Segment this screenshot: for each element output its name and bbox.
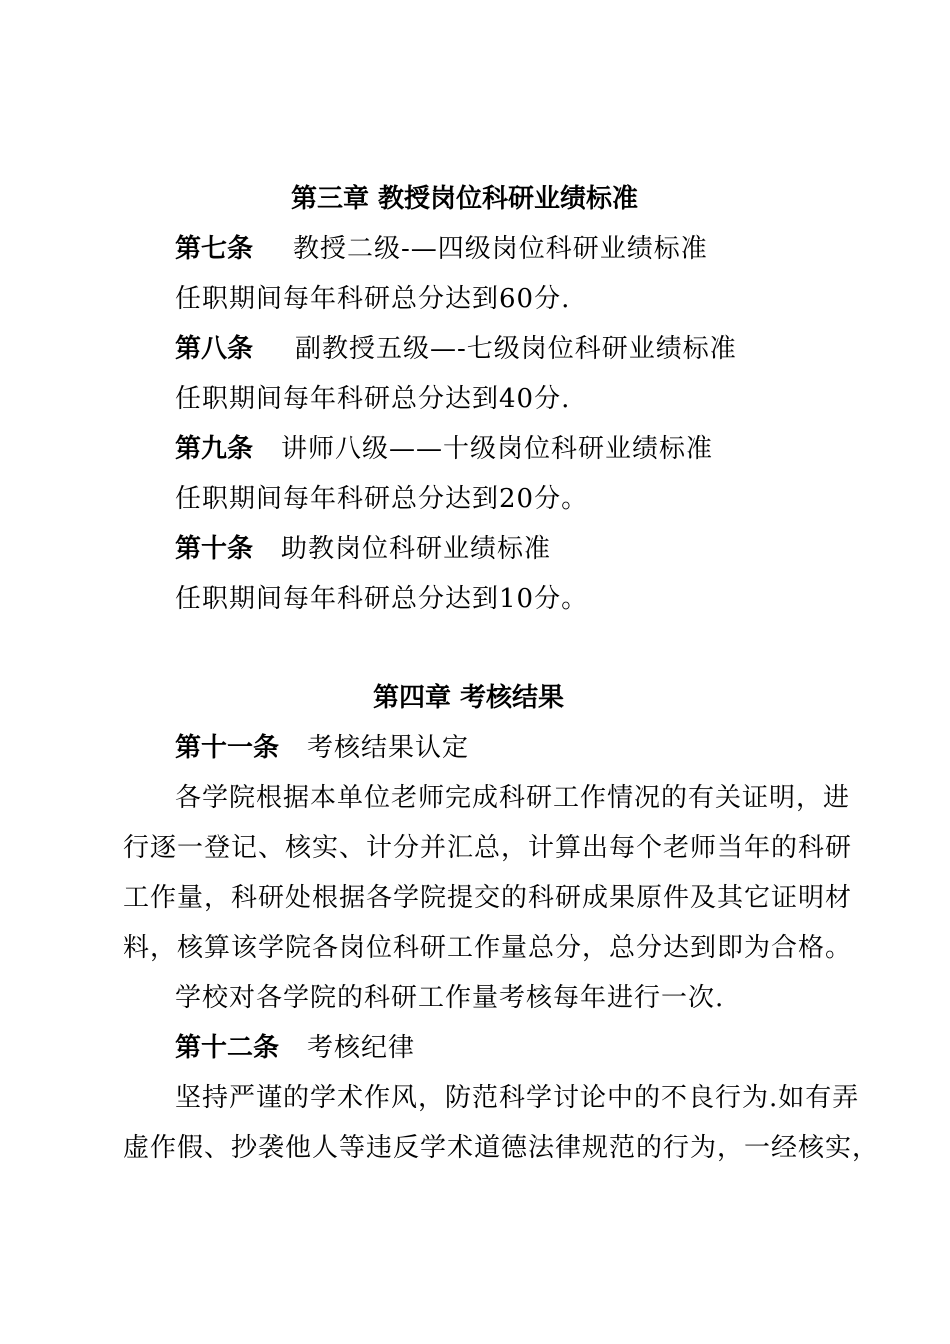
article-title: 考核结果认定 [307, 733, 470, 763]
article-7-heading [175, 232, 708, 266]
chapter-3-title: 第三章 教授岗位科研业绩标准 [291, 184, 639, 214]
article-title: 副教授五级—-七级岗位科研业绩标准 [295, 334, 737, 364]
chapter-4-title: 第四章 考核结果 [373, 683, 565, 713]
article-9-body: 任职期间每年科研总分达到20分。 [175, 484, 589, 514]
article-7-body: 任职期间每年科研总分达到60分. [175, 284, 571, 314]
article-8-body: 任职期间每年科研总分达到40分. [175, 384, 571, 414]
article-title: 助教岗位科研业绩标准 [281, 534, 552, 564]
article-number: 第十条 [175, 534, 254, 564]
paragraph-line: 学校对各学院的科研工作量考核每年进行一次. [175, 983, 725, 1013]
paragraph-line: 虚作假、抄袭他人等违反学术道德法律规范的行为，一经核实， [123, 1133, 880, 1163]
paragraph-line: 行逐一登记、核实、计分并汇总，计算出每个老师当年的科研 [123, 833, 853, 863]
article-number: 第十二条 [175, 1033, 280, 1063]
article-number: 第七条 [175, 234, 254, 264]
paragraph-line: 各学院根据本单位老师完成科研工作情况的有关证明，进 [175, 783, 851, 813]
article-8-heading [175, 332, 737, 366]
article-9-heading [175, 432, 713, 466]
paragraph-line: 工作量，科研处根据各学院提交的科研成果原件及其它证明材 [123, 883, 853, 913]
article-number: 第九条 [175, 434, 254, 464]
article-number: 第八条 [175, 334, 254, 364]
article-title: 教授二级-—四级岗位科研业绩标准 [293, 234, 708, 264]
article-title: 考核纪律 [307, 1033, 416, 1063]
article-11-heading [175, 731, 469, 765]
article-12-heading [175, 1031, 415, 1065]
paragraph-line: 坚持严谨的学术作风，防范科学讨论中的不良行为.如有弄 [175, 1083, 860, 1113]
article-title: 讲师八级——十级岗位科研业绩标准 [281, 434, 714, 464]
article-10-heading [175, 532, 551, 566]
article-10-body: 任职期间每年科研总分达到10分。 [175, 584, 589, 614]
paragraph-line: 料，核算该学院各岗位科研工作量总分，总分达到即为合格。 [123, 933, 853, 963]
article-number: 第十一条 [175, 733, 280, 763]
